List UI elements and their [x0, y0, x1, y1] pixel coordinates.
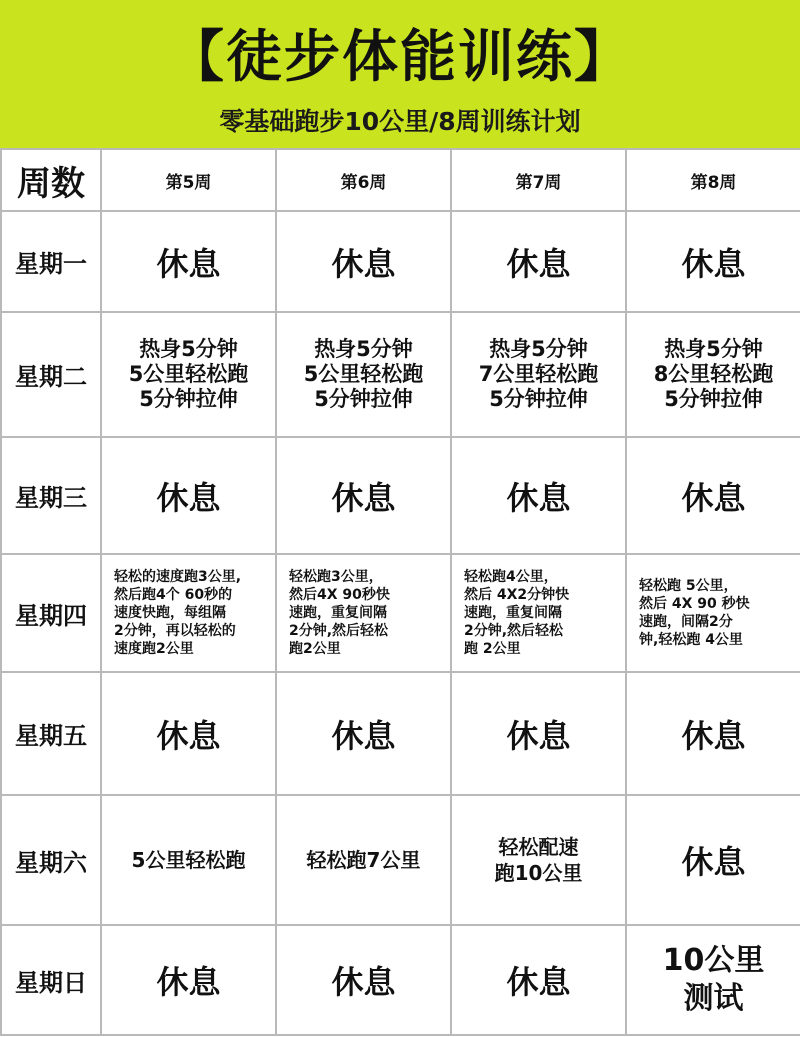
rest-text: 休息: [681, 716, 746, 755]
plan-cell: [276, 672, 451, 795]
training-plan-table: [0, 148, 800, 1036]
page-title: 【徒步体能训练】: [168, 25, 632, 90]
day-label: 星期二: [15, 363, 87, 391]
week-header-label: 第5周: [165, 172, 212, 193]
weeks-label: 周数: [17, 163, 85, 204]
table-row-saturday: [1, 795, 800, 925]
plan-cell: [101, 211, 276, 312]
day-cell: [1, 312, 101, 437]
table-row-friday: [1, 672, 800, 795]
plan-cell: [626, 925, 800, 1035]
rest-text: 休息: [681, 843, 746, 881]
week-header: [451, 149, 626, 211]
week-header-label: 第6周: [340, 172, 387, 193]
rest-text: 休息: [156, 478, 221, 517]
day-cell: [1, 795, 101, 925]
rest-text: 休息: [156, 716, 221, 755]
rest-text: 休息: [331, 716, 396, 755]
activity-text: 轻松跑 5公里， 然后 4X 90 秒快 速跑，间隔2分 钟,轻松跑 4公里: [639, 578, 750, 648]
activity-text: 轻松的速度跑3公里, 然后跑4个 60秒的 速度快跑，每组隔 2分钟，再以轻松的 速度跑2公里: [114, 569, 242, 657]
rest-text: 休息: [506, 244, 571, 283]
plan-cell: [101, 312, 276, 437]
plan-cell: [626, 554, 800, 672]
plan-cell: [626, 795, 800, 925]
rest-text: 休息: [331, 244, 396, 283]
activity-text: 热身5分钟 8公里轻松跑 5分钟拉伸: [653, 337, 774, 411]
plan-cell: [451, 795, 626, 925]
activity-text: 轻松跑4公里， 然后 4X2分钟快 速跑，重复间隔 2分钟,然后轻松 跑 2公里: [464, 569, 570, 657]
plan-cell: [276, 211, 451, 312]
table-row-wednesday: [1, 437, 800, 554]
week-header: [626, 149, 800, 211]
plan-cell: [451, 437, 626, 554]
week-header: [101, 149, 276, 211]
day-cell: [1, 925, 101, 1035]
activity-text: 热身5分钟 7公里轻松跑 5分钟拉伸: [478, 337, 599, 411]
week-header-label: 第8周: [690, 172, 737, 193]
day-label: 星期六: [15, 848, 87, 877]
day-cell: [1, 672, 101, 795]
day-label: 星期日: [15, 968, 87, 997]
plan-cell: [276, 554, 451, 672]
activity-text: 轻松配速 跑10公里: [494, 835, 583, 885]
plan-cell: [626, 672, 800, 795]
activity-text: 5公里轻松跑: [131, 848, 246, 872]
activity-text: 轻松跑7公里: [306, 848, 421, 872]
rest-text: 休息: [506, 716, 571, 755]
rest-text: 休息: [331, 963, 396, 1001]
plan-cell: [101, 672, 276, 795]
plan-cell: [626, 312, 800, 437]
plan-cell: [101, 554, 276, 672]
day-cell: [1, 211, 101, 312]
table-row-sunday: [1, 925, 800, 1035]
table-row-monday: [1, 211, 800, 312]
day-label: 星期三: [15, 484, 87, 512]
rest-text: 休息: [156, 244, 221, 283]
plan-cell: [451, 925, 626, 1035]
plan-cell: [101, 925, 276, 1035]
plan-cell: [101, 437, 276, 554]
day-cell: [1, 437, 101, 554]
plan-cell: [626, 211, 800, 312]
rest-text: 休息: [156, 963, 221, 1001]
plan-cell: [276, 437, 451, 554]
page-subtitle: 零基础跑步10公里/8周训练计划: [219, 107, 581, 136]
activity-text: 热身5分钟 5公里轻松跑 5分钟拉伸: [128, 337, 249, 411]
week-header-label: 第7周: [515, 172, 562, 193]
day-cell: [1, 554, 101, 672]
plan-cell: [451, 672, 626, 795]
plan-cell: [451, 211, 626, 312]
week-header: [276, 149, 451, 211]
plan-cell: [101, 795, 276, 925]
plan-cell: [451, 554, 626, 672]
activity-text: 热身5分钟 5公里轻松跑 5分钟拉伸: [303, 337, 424, 411]
day-label: 星期四: [15, 601, 87, 630]
plan-cell: [626, 437, 800, 554]
rest-text: 休息: [681, 478, 746, 517]
header-banner: [0, 0, 800, 148]
rest-text: 休息: [506, 478, 571, 517]
rest-text: 休息: [331, 478, 396, 517]
table-row-thursday: [1, 554, 800, 672]
table-row-tuesday: [1, 312, 800, 437]
plan-cell: [276, 795, 451, 925]
rest-text: 休息: [681, 244, 746, 283]
day-label: 星期五: [15, 722, 87, 750]
day-label: 星期一: [15, 250, 87, 278]
plan-cell: [451, 312, 626, 437]
rest-text: 休息: [506, 963, 571, 1001]
activity-text: 轻松跑3公里， 然后4X 90秒快 速跑，重复间隔 2分钟,然后轻松 跑2公里: [289, 569, 390, 657]
plan-cell: [276, 312, 451, 437]
test-text: 10公里 测试: [662, 943, 765, 1016]
table-header-row: [1, 149, 800, 211]
plan-cell: [276, 925, 451, 1035]
corner-cell: [1, 149, 101, 211]
